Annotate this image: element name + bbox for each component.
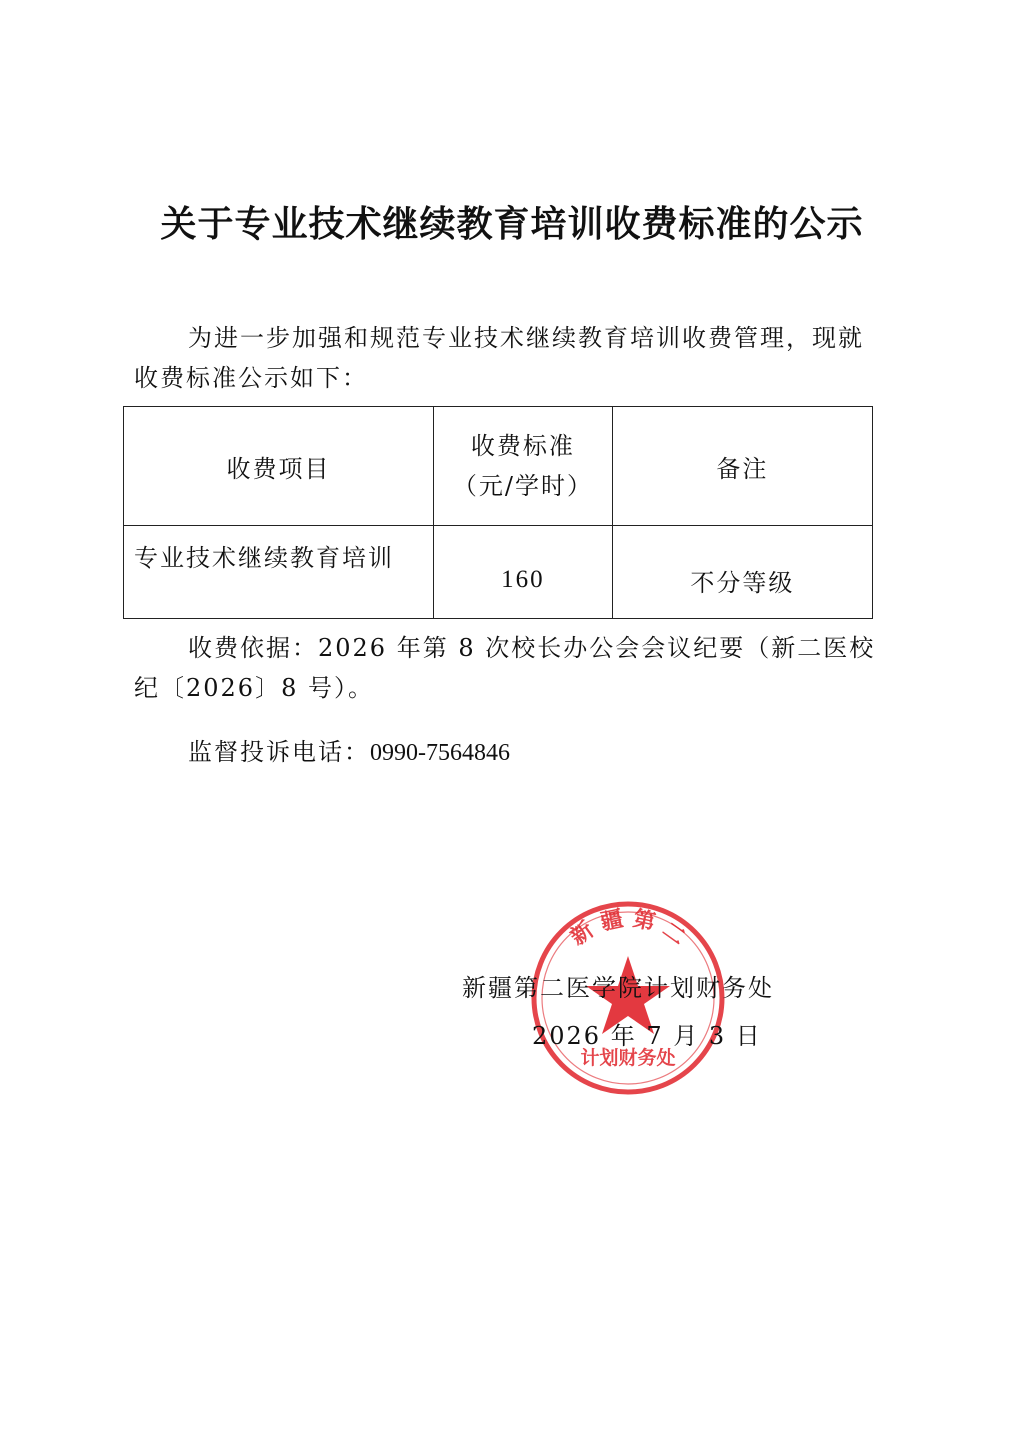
intro-paragraph <box>134 318 894 398</box>
signature-unit: 新疆第二医学院计划财务处 <box>462 974 774 1002</box>
contact-line <box>188 732 510 767</box>
intro-line-2: 收费标准公示如下： <box>134 364 368 392</box>
basis-line-1: 收费依据：2026 年第 8 次校长办公会会议纪要（新二医校 <box>188 634 876 662</box>
intro-line-1: 为进一步加强和规范专业技术继续教育培训收费管理，现就 <box>188 324 864 352</box>
document-title: 关于专业技术继续教育培训收费标准的公示 <box>160 203 864 245</box>
contact-label: 监督投诉电话： <box>188 738 370 766</box>
seal-top-text: 新 疆 第 二 <box>566 906 690 951</box>
header-standard-line-2: （元/学时） <box>452 472 593 500</box>
table-header-row <box>124 407 873 526</box>
basis-line-2: 纪〔2026〕8 号）。 <box>134 674 374 702</box>
table-row <box>124 526 873 619</box>
signature-date: 2026 年 7 月 3 日 <box>532 1022 762 1050</box>
header-standard <box>434 407 613 526</box>
fee-table <box>123 406 873 619</box>
cell-standard: 160 <box>434 526 613 619</box>
seal-bottom-text: 计划财务处 <box>580 1047 676 1069</box>
header-standard-line-1: 收费标准 <box>470 432 575 460</box>
contact-phone: 0990-7564846 <box>370 740 510 766</box>
header-remark: 备注 <box>612 407 872 526</box>
header-item: 收费项目 <box>124 407 434 526</box>
basis-paragraph <box>134 628 894 708</box>
cell-item: 专业技术继续教育培训 <box>124 526 434 619</box>
cell-remark: 不分等级 <box>612 526 872 619</box>
